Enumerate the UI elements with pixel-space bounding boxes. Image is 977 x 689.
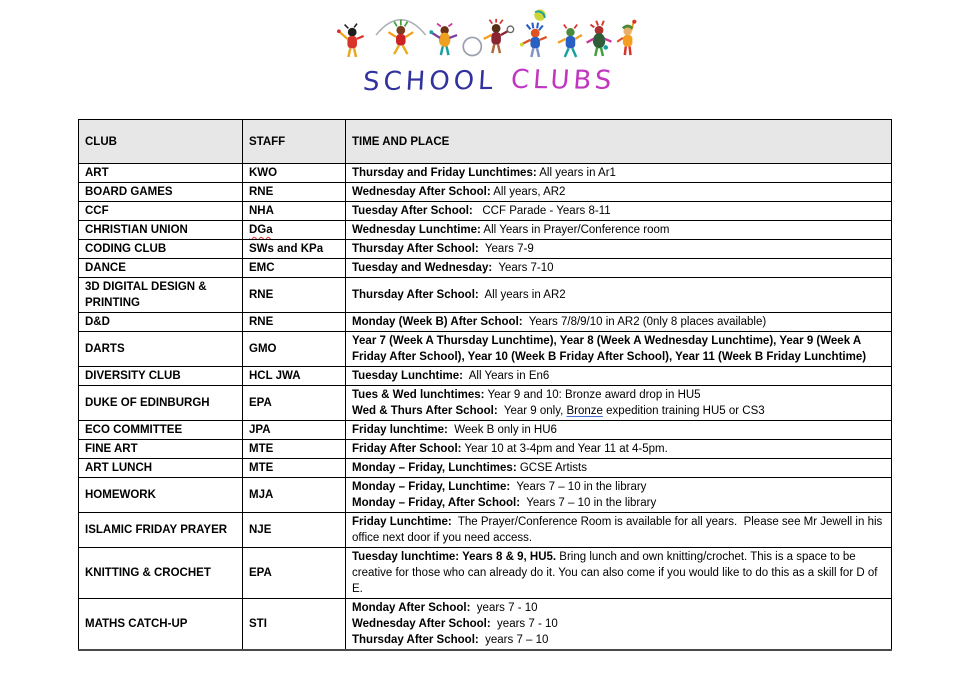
time-and-place-cell <box>346 478 892 513</box>
hoop-shape <box>463 37 481 55</box>
time-and-place-cell <box>346 332 892 367</box>
club-cell <box>79 202 243 221</box>
staff-cell <box>243 367 346 386</box>
text-segment: Monday – Friday, Lunchtimes: <box>352 462 517 474</box>
staff-initials: RNE <box>249 289 274 301</box>
children-playing-illustration <box>336 6 641 66</box>
text-segment: Year 10 at 3-4pm and Year 11 at 4-5pm. <box>461 443 668 455</box>
table-row <box>79 202 892 221</box>
club-cell <box>79 459 243 478</box>
staff-cell <box>243 183 346 202</box>
staff-initials: KWO <box>249 167 278 179</box>
text-segment: years 7 – 10 <box>478 634 549 646</box>
text-segment: All years in Ar1 <box>536 167 616 179</box>
detail-line <box>352 616 885 632</box>
time-and-place-cell <box>346 164 892 183</box>
club-name: CHRISTIAN UNION <box>85 224 188 236</box>
column-header-staff: STAFF <box>243 120 346 164</box>
time-and-place-cell <box>346 259 892 278</box>
staff-cell <box>243 421 346 440</box>
table-row <box>79 513 892 548</box>
page-title-word-clubs: CLUBS <box>509 64 616 96</box>
club-cell <box>79 599 243 651</box>
text-segment: Thursday After School: <box>352 243 479 255</box>
time-and-place-cell <box>346 221 892 240</box>
staff-cell <box>243 548 346 599</box>
staff-initials: EPA <box>249 397 272 409</box>
detail-line <box>352 422 885 438</box>
club-cell <box>79 240 243 259</box>
time-and-place-cell <box>346 599 892 651</box>
table-row <box>79 313 892 332</box>
club-cell <box>79 164 243 183</box>
table-row <box>79 440 892 459</box>
text-segment: Tuesday lunchtime: Years 8 & 9, HU5. <box>352 551 557 563</box>
text-segment: Tues & Wed lunchtimes: <box>352 389 485 401</box>
club-cell <box>79 440 243 459</box>
staff-initials: EPA <box>249 567 272 579</box>
text-segment: Wednesday Lunchtime: <box>352 224 481 236</box>
time-and-place-cell <box>346 240 892 259</box>
text-segment: Thursday After School: <box>352 634 479 646</box>
table-row <box>79 164 892 183</box>
club-name: CODING CLUB <box>85 243 167 255</box>
detail-line <box>352 165 885 181</box>
club-name: HOMEWORK <box>85 489 156 501</box>
club-name: CCF <box>85 205 109 217</box>
detail-line <box>352 632 885 648</box>
time-and-place-cell <box>346 367 892 386</box>
time-and-place-cell <box>346 459 892 478</box>
text-segment: Week B only in HU6 <box>447 424 557 436</box>
table-row <box>79 459 892 478</box>
staff-initials: JPA <box>249 424 271 436</box>
clubs-table-body <box>79 164 892 651</box>
club-name: BOARD GAMES <box>85 186 173 198</box>
staff-cell <box>243 278 346 313</box>
table-row <box>79 221 892 240</box>
page-title-word-school: SCHOOL <box>361 65 498 98</box>
time-and-place-cell <box>346 440 892 459</box>
text-segment: All years in AR2 <box>478 289 566 301</box>
club-cell <box>79 332 243 367</box>
clubs-table <box>78 119 892 651</box>
club-cell <box>79 513 243 548</box>
staff-cell <box>243 599 346 651</box>
text-segment: expedition training HU5 or CS3 <box>602 405 765 417</box>
text-segment: Monday After School: <box>352 602 471 614</box>
text-segment: Tuesday Lunchtime: <box>352 370 463 382</box>
club-name: D&D <box>85 316 110 328</box>
table-row <box>79 259 892 278</box>
staff-cell <box>243 313 346 332</box>
club-cell <box>79 478 243 513</box>
page-banner <box>0 6 977 96</box>
table-row <box>79 386 892 421</box>
club-name: DARTS <box>85 343 125 355</box>
table-row <box>79 278 892 313</box>
club-cell <box>79 421 243 440</box>
time-and-place-cell <box>346 202 892 221</box>
staff-cell <box>243 259 346 278</box>
text-segment: Bring lunch and own knitting/crochet. This is a space to be creative for those who can already do it. You can also come if you would like to do this as a skill for D of E. <box>352 551 881 595</box>
text-segment: Years 7 – 10 in the library <box>520 497 657 509</box>
time-and-place-cell <box>346 548 892 599</box>
detail-line <box>352 549 885 597</box>
time-and-place-cell <box>346 183 892 202</box>
staff-cell <box>243 221 346 240</box>
text-segment: Years 7/8/9/10 in AR2 (0nly 8 places available) <box>522 316 767 328</box>
detail-line <box>352 241 885 257</box>
staff-initials: RNE <box>249 186 274 198</box>
staff-cell <box>243 164 346 183</box>
staff-initials: GMO <box>249 343 277 355</box>
club-name: 3D DIGITAL DESIGN & PRINTING <box>85 281 207 309</box>
text-segment: Friday Lunchtime: <box>352 516 452 528</box>
text-segment: Thursday and Friday Lunchtimes: <box>352 167 537 179</box>
text-segment: years 7 - 10 <box>470 602 538 614</box>
club-name: ECO COMMITTEE <box>85 424 183 436</box>
staff-cell <box>243 459 346 478</box>
staff-cell <box>243 440 346 459</box>
staff-initials: MTE <box>249 443 274 455</box>
staff-initials: EMC <box>249 262 275 274</box>
column-header-club: CLUB <box>79 120 243 164</box>
detail-line <box>352 441 885 457</box>
text-segment: All Years in Prayer/Conference room <box>480 224 670 236</box>
staff-initials: MJA <box>249 489 274 501</box>
staff-cell <box>243 332 346 367</box>
club-name: DUKE OF EDINBURGH <box>85 397 210 409</box>
time-and-place-cell <box>346 421 892 440</box>
staff-cell <box>243 240 346 259</box>
text-segment: Years 7-10 <box>492 262 554 274</box>
club-name: DANCE <box>85 262 126 274</box>
text-segment: Bronze <box>566 405 603 417</box>
staff-initials: HCL JWA <box>249 370 301 382</box>
club-cell <box>79 259 243 278</box>
time-and-place-cell <box>346 313 892 332</box>
staff-initials: MTE <box>249 462 274 474</box>
detail-line <box>352 514 885 546</box>
text-segment: years 7 - 10 <box>490 618 558 630</box>
detail-line <box>352 368 885 384</box>
staff-initials: NJE <box>249 524 272 536</box>
staff-initials: NHA <box>249 205 274 217</box>
text-segment: The Prayer/Conference Room is available for all years. Please see Mr Jewell in his office next door if you need access. <box>352 516 886 544</box>
detail-line <box>352 203 885 219</box>
staff-cell <box>243 478 346 513</box>
club-name: DIVERSITY CLUB <box>85 370 181 382</box>
staff-initials: SWs and KPa <box>249 243 324 255</box>
time-and-place-cell <box>346 386 892 421</box>
detail-line <box>352 403 885 419</box>
table-row <box>79 599 892 651</box>
staff-cell <box>243 386 346 421</box>
detail-line <box>352 495 885 511</box>
table-row <box>79 478 892 513</box>
staff-initials: DGa <box>249 224 273 236</box>
table-row <box>79 332 892 367</box>
club-name: ISLAMIC FRIDAY PRAYER <box>85 524 228 536</box>
club-name: ART LUNCH <box>85 462 153 474</box>
staff-initials: RNE <box>249 316 274 328</box>
text-segment: Year 7 (Week A Thursday Lunchtime), Year 8 (Week A Wednesday Lunchtime), Year 9 (Week A Friday After School), Year 10 (Week B Friday After School), Year 11 (Week B Friday Lunchtime) <box>352 335 867 363</box>
time-and-place-cell <box>346 513 892 548</box>
text-segment: Monday – Friday, Lunchtime: <box>352 481 511 493</box>
text-segment: Wed & Thurs After School: <box>352 405 498 417</box>
text-segment: Wednesday After School: <box>352 186 491 198</box>
club-cell <box>79 313 243 332</box>
text-segment: Years 7-9 <box>478 243 534 255</box>
club-cell <box>79 278 243 313</box>
text-segment: CCF Parade - Years 8-11 <box>472 205 611 217</box>
detail-line <box>352 479 885 495</box>
header-row <box>79 120 892 164</box>
detail-line <box>352 222 885 238</box>
text-segment: Year 9 only, <box>497 405 567 417</box>
text-segment: GCSE Artists <box>516 462 587 474</box>
page-title <box>362 65 614 97</box>
club-name: KNITTING & CROCHET <box>85 567 211 579</box>
detail-line <box>352 184 885 200</box>
time-and-place-cell <box>346 278 892 313</box>
club-cell <box>79 386 243 421</box>
club-name: ART <box>85 167 109 179</box>
detail-line <box>352 287 885 303</box>
ball-shape <box>534 9 545 20</box>
text-segment: Year 9 and 10: Bronze award drop in HU5 <box>484 389 701 401</box>
staff-initials: STI <box>249 618 267 630</box>
club-cell <box>79 221 243 240</box>
detail-line <box>352 260 885 276</box>
table-row <box>79 183 892 202</box>
staff-cell <box>243 513 346 548</box>
club-cell <box>79 183 243 202</box>
column-header-time-and-place: TIME AND PLACE <box>346 120 892 164</box>
club-cell <box>79 367 243 386</box>
text-segment: Tuesday After School: <box>352 205 473 217</box>
table-row <box>79 421 892 440</box>
text-segment: Years 7 – 10 in the library <box>510 481 647 493</box>
text-segment: Monday (Week B) After School: <box>352 316 523 328</box>
clubs-table-header <box>79 120 892 164</box>
text-segment: Thursday After School: <box>352 289 479 301</box>
club-name: FINE ART <box>85 443 138 455</box>
table-row <box>79 548 892 599</box>
detail-line <box>352 333 885 365</box>
table-row <box>79 367 892 386</box>
detail-line <box>352 387 885 403</box>
text-segment: Friday After School: <box>352 443 462 455</box>
text-segment: All Years in En6 <box>462 370 550 382</box>
club-name: MATHS CATCH-UP <box>85 618 188 630</box>
club-cell <box>79 548 243 599</box>
staff-cell <box>243 202 346 221</box>
table-row <box>79 240 892 259</box>
detail-line <box>352 600 885 616</box>
detail-line <box>352 460 885 476</box>
text-segment: Friday lunchtime: <box>352 424 448 436</box>
text-segment: Tuesday and Wednesday: <box>352 262 493 274</box>
text-segment: Monday – Friday, After School: <box>352 497 521 509</box>
text-segment: Wednesday After School: <box>352 618 491 630</box>
text-segment: All years, AR2 <box>490 186 566 198</box>
detail-line <box>352 314 885 330</box>
